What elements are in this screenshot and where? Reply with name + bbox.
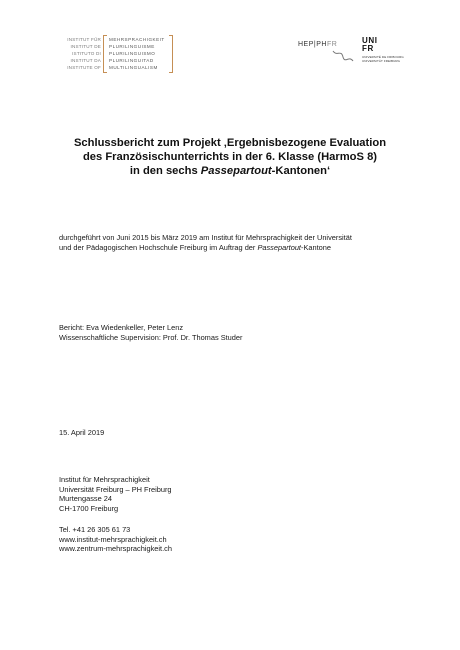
report-authors: Bericht: Eva Wiedenkeller, Peter Lenz xyxy=(59,323,184,332)
uni-fribourg-logo xyxy=(362,37,412,77)
title-line-3 xyxy=(30,164,430,178)
uni-logo-line-fr: FR xyxy=(362,44,374,54)
address-line: Murtengasse 24 xyxy=(59,494,112,504)
report-title xyxy=(30,136,430,178)
institute-logo-prefixes xyxy=(58,36,101,71)
logo-name-line: PLURILINGUISMO xyxy=(109,51,156,56)
hep-logo-text xyxy=(298,40,337,49)
logo-prefix-line: INSTITUTE OF xyxy=(67,65,101,70)
uni-logo-subtitle-fr: UNIVERSITÉ DE FRIBOURG xyxy=(362,54,404,59)
scientific-supervision: Wissenschaftliche Supervision: Prof. Dr. Thomas Studer xyxy=(59,332,243,342)
title-line-3-post: -Kantonen‘ xyxy=(271,165,331,177)
intro-line-2-post: -Kantone xyxy=(301,242,331,252)
contact-block xyxy=(59,525,172,554)
institute-logo xyxy=(58,35,180,75)
intro-line-2 xyxy=(59,243,352,253)
title-line-2: des Französischunterrichts in der 6. Klasse (HarmoS 8) xyxy=(82,151,378,163)
logo-prefix-line: ISTITUTO DI xyxy=(72,51,101,56)
address-line: Institut für Mehrsprachigkeit xyxy=(59,475,150,484)
uni-logo-line-uni: UNI xyxy=(362,36,378,45)
phone-number: Tel. +41 26 305 61 73 xyxy=(59,525,131,534)
hep-ph-fr-logo xyxy=(298,40,337,64)
uni-logo-subtitle xyxy=(362,56,412,64)
hep-logo-main: HEP|PH xyxy=(298,41,327,48)
institute-logo-names xyxy=(109,36,165,71)
title-line-3-em: Passepartout xyxy=(200,165,272,177)
intro-line-2-pre: und der Pädagogischen Hochschule Freiburg im Auftrag der xyxy=(59,242,258,252)
website-link-institute[interactable]: www.institut-mehrsprachigkeit.ch xyxy=(59,534,167,544)
address-block xyxy=(59,475,172,513)
intro-paragraph xyxy=(59,233,352,252)
report-date: 15. April 2019 xyxy=(59,428,105,437)
logo-bracket-right xyxy=(169,35,173,73)
logo-name-line: MEHRSPRACHIGKEIT xyxy=(109,37,165,42)
logo-name-line: MULTILINGUALISM xyxy=(109,65,158,70)
logo-prefix-line: INSTITUT FÜR xyxy=(67,37,101,42)
intro-line-2-em: Passepartout xyxy=(257,242,301,252)
swirl-icon xyxy=(331,49,355,65)
authors-block xyxy=(59,323,242,342)
uni-logo-letters xyxy=(362,37,412,54)
logo-name-line: PLURILINGUISME xyxy=(109,44,155,49)
title-line-1: Schlussbericht zum Projekt ‚Ergebnisbezogene Evaluation xyxy=(73,137,387,149)
address-line: CH-1700 Freiburg xyxy=(59,503,119,513)
logo-bracket-left xyxy=(103,35,107,73)
uni-logo-subtitle-de: UNIVERSITÄT FREIBURG xyxy=(362,58,401,63)
website-link-zentrum[interactable]: www.zentrum-mehrsprachigkeit.ch xyxy=(59,544,172,554)
logo-prefix-line: INSTITUT DA xyxy=(70,58,101,63)
address-line: Universität Freiburg – PH Freiburg xyxy=(59,484,172,494)
intro-line-1: durchgeführt von Juni 2015 bis März 2019 am Institut für Mehrsprachigkeit der Universität xyxy=(59,233,352,242)
title-line-3-pre: in den sechs xyxy=(129,165,201,177)
logo-prefix-line: INSTITUT DE xyxy=(70,44,101,49)
logo-name-line: PLURILINGUITAD xyxy=(109,58,154,63)
hep-logo-fr: FR xyxy=(326,41,338,48)
